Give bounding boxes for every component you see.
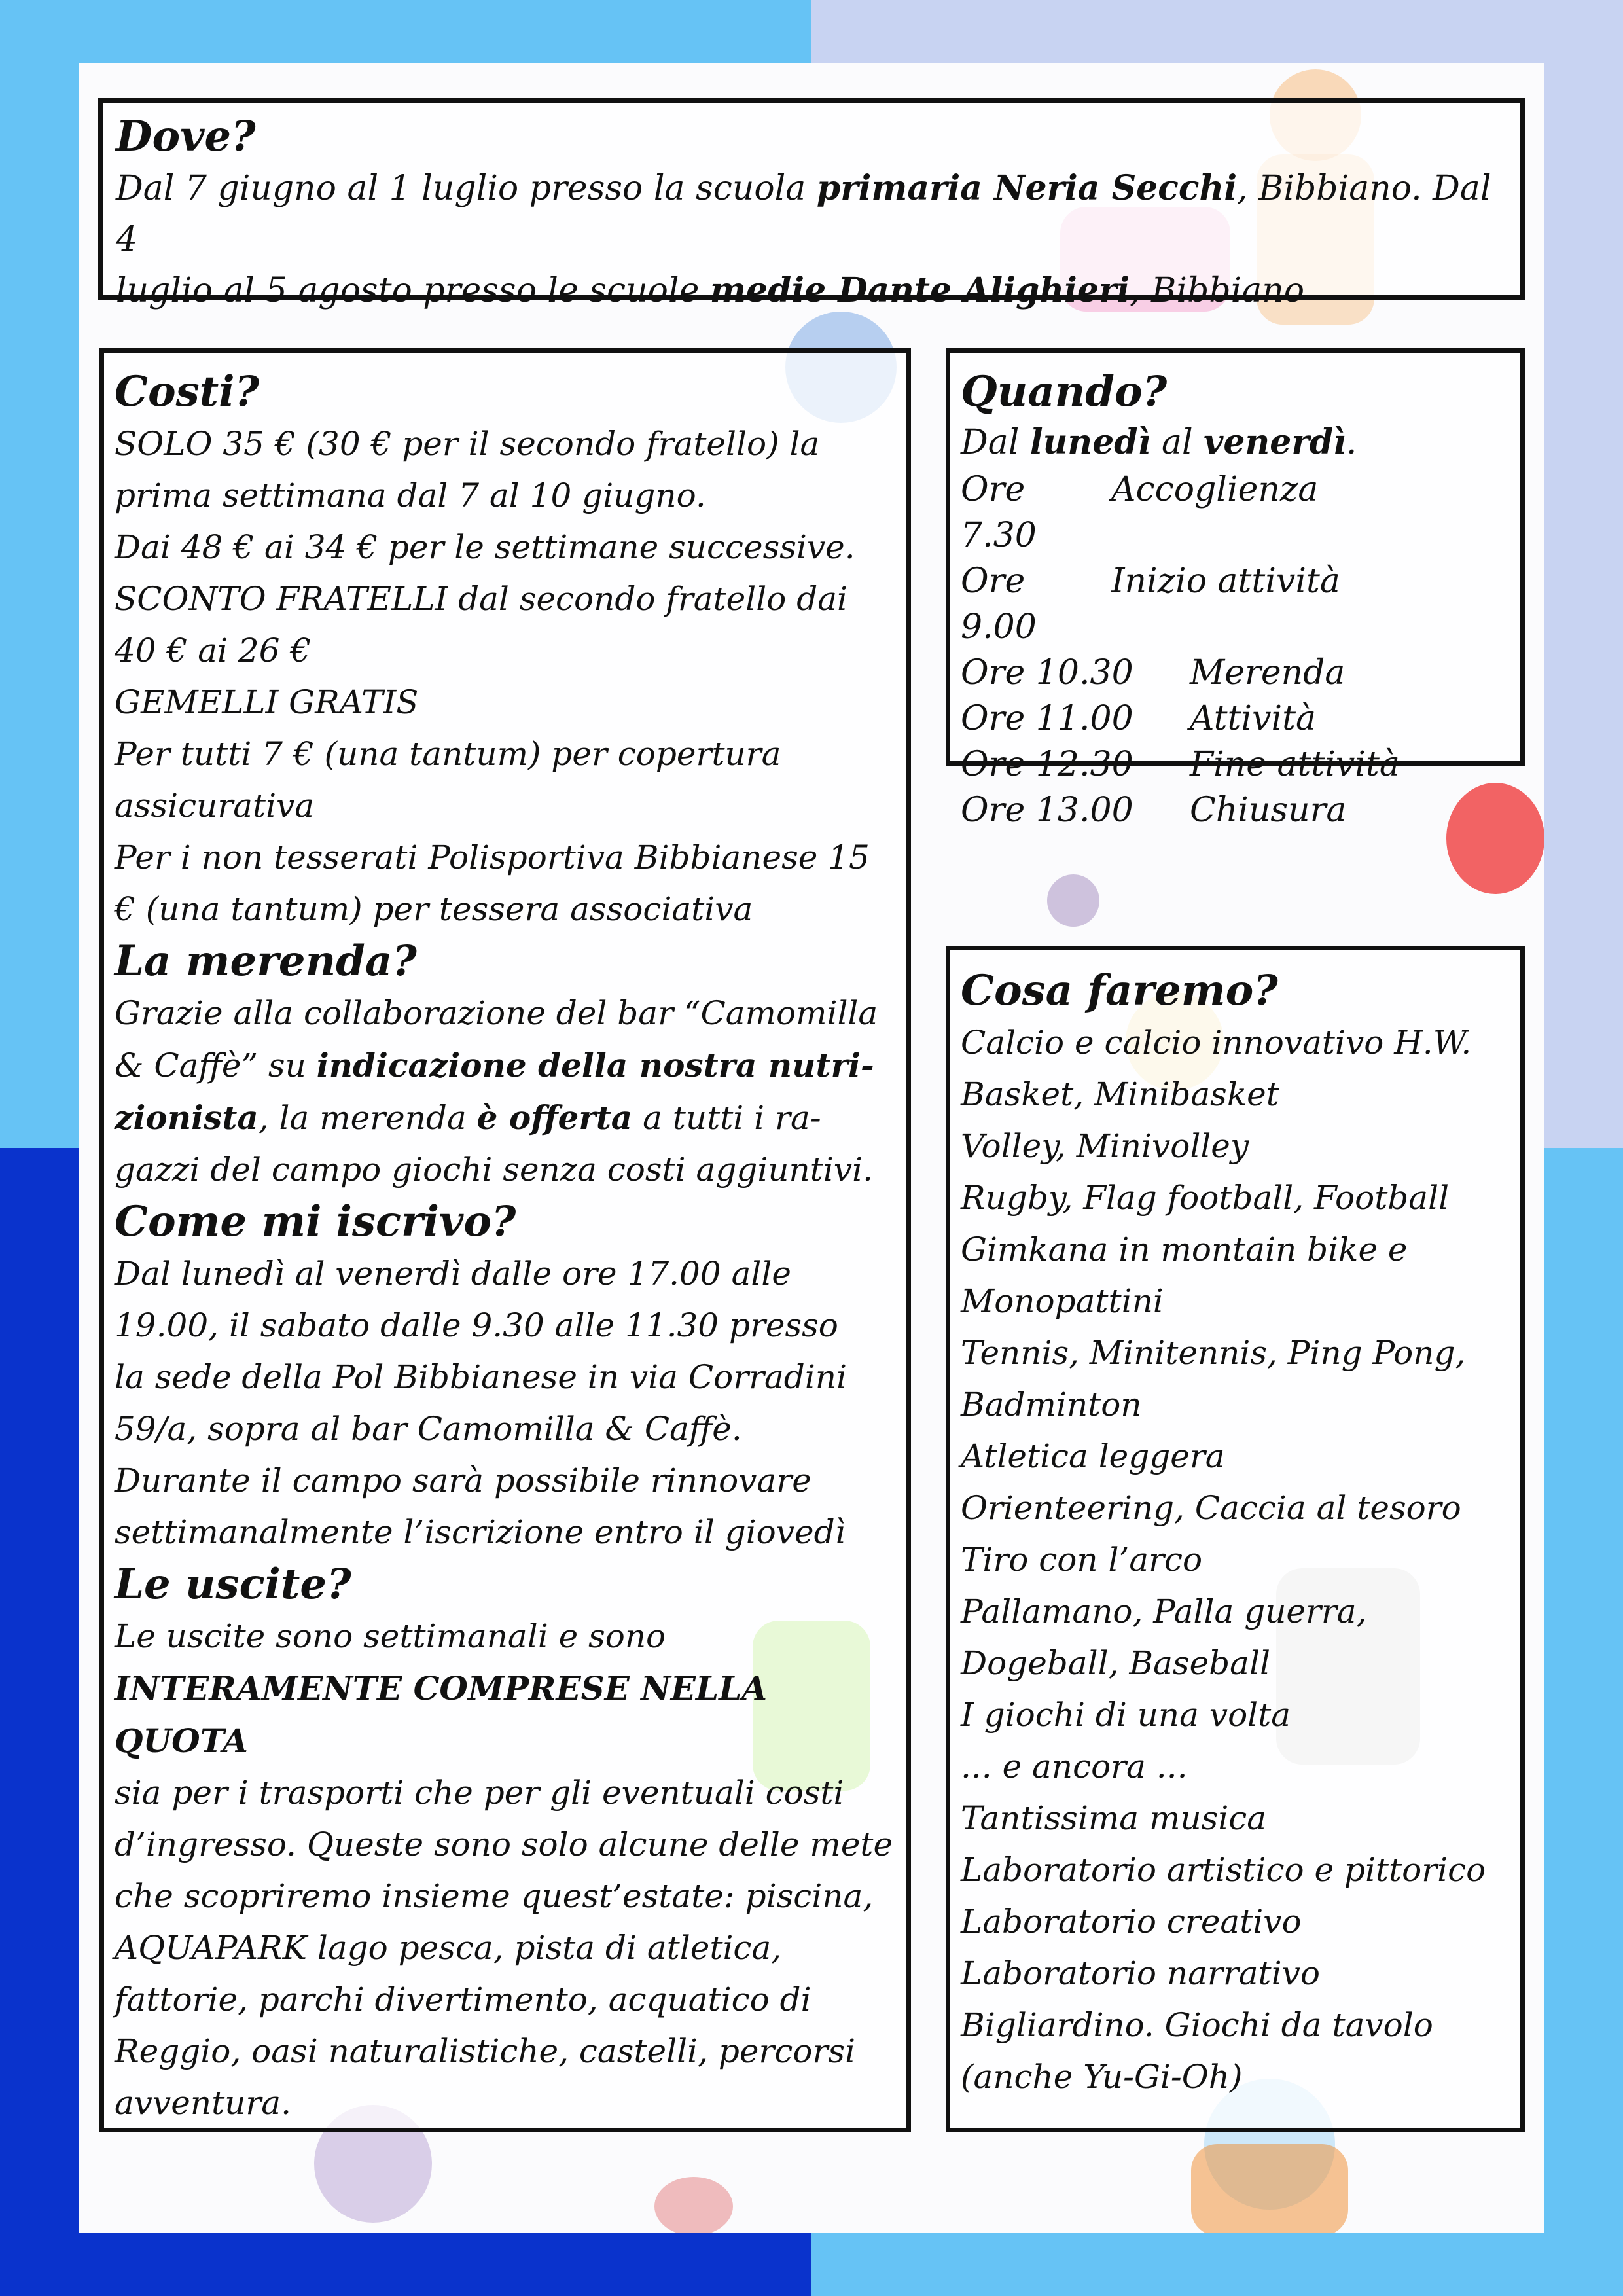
snack-text-2a: & Caffè” su [115, 1047, 317, 1085]
snack-line: gazzi del campo giochi senza costi aggiuntivi. [115, 1151, 873, 1189]
when-box [946, 348, 1525, 830]
schedule-time: Ore 11.00 [961, 699, 1133, 738]
signup-line: Dal lunedì al venerdì dalle ore 17.00 alle [115, 1255, 791, 1293]
activity-item: Rugby, Flag football, Football [961, 1179, 1450, 1217]
schedule-row [961, 787, 1510, 833]
decor-body-orange-bottom [1191, 2144, 1348, 2233]
costs-line: SCONTO FRATELLI dal secondo fratello dai [115, 580, 848, 618]
activity-item: Tennis, Minitennis, Ping Pong, [961, 1334, 1466, 1372]
activity-item: Atletica leggera [961, 1437, 1225, 1475]
costs-line: 40 € ai 26 € [115, 632, 312, 670]
snack-line [115, 1039, 896, 1092]
schedule-activity: Chiusura [1190, 791, 1347, 830]
where-title: Dove? [116, 112, 256, 161]
activity-item: Pallamano, Palla guerra, [961, 1592, 1367, 1630]
where-box [98, 98, 1525, 310]
snack-text-3b: , la merenda [258, 1099, 477, 1137]
activity-item: (anche Yu-Gi-Oh) [961, 2058, 1243, 2096]
trips-line: sia per i trasporti che per gli eventuali costi [115, 1774, 844, 1812]
costs-line: SOLO 35 € (30 € per il secondo fratello) la [115, 425, 820, 463]
when-al: al [1150, 423, 1204, 462]
schedule-activity: Merenda [1190, 653, 1346, 692]
where-text-2a: luglio al 5 agosto presso le scuole [116, 271, 710, 310]
costs-line: Per tutti 7 € (una tantum) per copertura [115, 735, 781, 773]
when-title: Quando? [961, 367, 1168, 416]
snack-text [115, 988, 896, 1196]
schedule-activity: Attività [1190, 699, 1316, 738]
when-dal: Dal [961, 423, 1030, 462]
where-text-line-1 [116, 163, 1507, 265]
snack-line: Grazie alla collaborazione del bar “Camomilla [115, 994, 878, 1032]
signup-title: Come mi iscrivo? [115, 1197, 516, 1246]
activities-list [961, 1017, 1510, 2103]
activity-item: Orienteering, Caccia al tesoro [961, 1489, 1461, 1527]
activities-title: Cosa faremo? [961, 966, 1278, 1015]
snack-line [115, 1092, 896, 1144]
where-text-1a: Dal 7 giugno al 1 luglio presso la scuola [116, 169, 817, 208]
when-friday: venerdì [1204, 422, 1346, 462]
activity-item: Gimkana in montain bike e [961, 1230, 1408, 1268]
costs-line: Per i non tesserati Polisportiva Bibbianese 15 [115, 838, 870, 876]
trips-line: avventura. [115, 2084, 291, 2122]
schedule-time: Ore 13.00 [961, 791, 1133, 830]
activities-box [946, 946, 1525, 2132]
snack-bold-nutritionist: indicazione della nostra nutri- [316, 1046, 874, 1085]
schedule-row [961, 696, 1510, 742]
trips-line: d’ingresso. Queste sono solo alcune delle mete [115, 1825, 893, 1863]
activity-item: Laboratorio artistico e pittorico [961, 1851, 1486, 1889]
activity-item: Tantissima musica [961, 1799, 1267, 1837]
activity-item: I giochi di una volta [961, 1696, 1291, 1734]
costs-line: prima settimana dal 7 al 10 giugno. [115, 476, 706, 514]
activity-item: Basket, Minibasket [961, 1075, 1279, 1113]
where-text-line-2 [116, 265, 1507, 316]
schedule-row [961, 742, 1510, 787]
activity-item: Calcio e calcio innovativo H.W. [961, 1024, 1472, 1062]
when-days [961, 418, 1510, 467]
activity-item: Tiro con l’arco [961, 1541, 1203, 1579]
costs-box [99, 348, 911, 2132]
signup-line: 19.00, il sabato dalle 9.30 alle 11.30 presso [115, 1306, 838, 1344]
trips-line-bold [115, 1662, 896, 1767]
costs-line: € (una tantum) per tessera associativa [115, 890, 753, 928]
activity-item: Laboratorio creativo [961, 1903, 1302, 1941]
activity-item: Monopattini [961, 1282, 1164, 1320]
trips-text [115, 1611, 896, 2129]
trips-line: che scopriremo insieme quest’estate: piscina, [115, 1877, 874, 1915]
snack-title: La merenda? [115, 937, 417, 986]
costs-title: Costi? [115, 367, 260, 416]
snack-bold-zionista: zionista [115, 1098, 259, 1137]
when-dot: . [1346, 423, 1357, 462]
signup-line: la sede della Pol Bibbianese in via Corradini [115, 1358, 847, 1396]
decor-ball-purple [1047, 874, 1099, 927]
schedule-activity: Inizio attività [1111, 562, 1340, 601]
trips-line: fattorie, parchi divertimento, acquatico di [115, 1981, 812, 2018]
snack-text-3d: a tutti i ra- [632, 1099, 821, 1137]
signup-line: Durante il campo sarà possibile rinnovare [115, 1462, 812, 1499]
trips-line: AQUAPARK lago pesca, pista di atletica, [115, 1929, 782, 1967]
trips-line: Le uscite sono settimanali e sono [115, 1617, 666, 1655]
decor-ball-red [654, 2177, 733, 2233]
where-school-primary: primaria Neria Secchi [816, 168, 1238, 208]
schedule-time: Ore 10.30 [961, 653, 1133, 692]
schedule-row [961, 467, 1510, 558]
costs-line: Dai 48 € ai 34 € per le settimane successive. [115, 528, 855, 566]
snack-bold-offered: è offerta [476, 1098, 633, 1137]
when-monday: lunedì [1029, 422, 1151, 462]
activity-item: Badminton [961, 1386, 1142, 1424]
schedule-activity: Accoglienza [1111, 470, 1319, 509]
where-text-2c: , Bibbiano [1130, 271, 1305, 310]
signup-line: settimanalmente l’iscrizione entro il giovedì [115, 1513, 846, 1551]
costs-text [115, 418, 896, 935]
where-school-middle: medie Dante Alighieri [709, 270, 1130, 310]
schedule-row [961, 558, 1510, 650]
costs-line: GEMELLI GRATIS [115, 683, 419, 721]
schedule-list [961, 467, 1510, 833]
signup-line: 59/a, sopra al bar Camomilla & Caffè. [115, 1410, 742, 1448]
signup-text [115, 1248, 896, 1558]
costs-line: assicurativa [115, 787, 315, 825]
schedule-row [961, 650, 1510, 696]
where-text-1c: , Bibbiano. Dal 4 [116, 169, 1491, 259]
activity-item: Laboratorio narrativo [961, 1954, 1320, 1992]
schedule-time: Ore 7.30 [961, 470, 1037, 555]
activity-item: ... e ancora ... [961, 1748, 1188, 1785]
trips-title: Le uscite? [115, 1560, 351, 1609]
trips-line: Reggio, oasi naturalistiche, castelli, percorsi [115, 2032, 855, 2070]
activity-item: Volley, Minivolley [961, 1127, 1249, 1165]
activity-item: Bigliardino. Giochi da tavolo [961, 2006, 1433, 2044]
trips-included-bold: INTERAMENTE COMPRESE NELLA QUOTA [115, 1669, 768, 1760]
schedule-time: Ore 9.00 [961, 562, 1037, 647]
schedule-activity: Fine attività [1190, 745, 1400, 784]
schedule-time: Ore 12.30 [961, 745, 1133, 784]
activity-item: Dogeball, Baseball [961, 1644, 1270, 1682]
